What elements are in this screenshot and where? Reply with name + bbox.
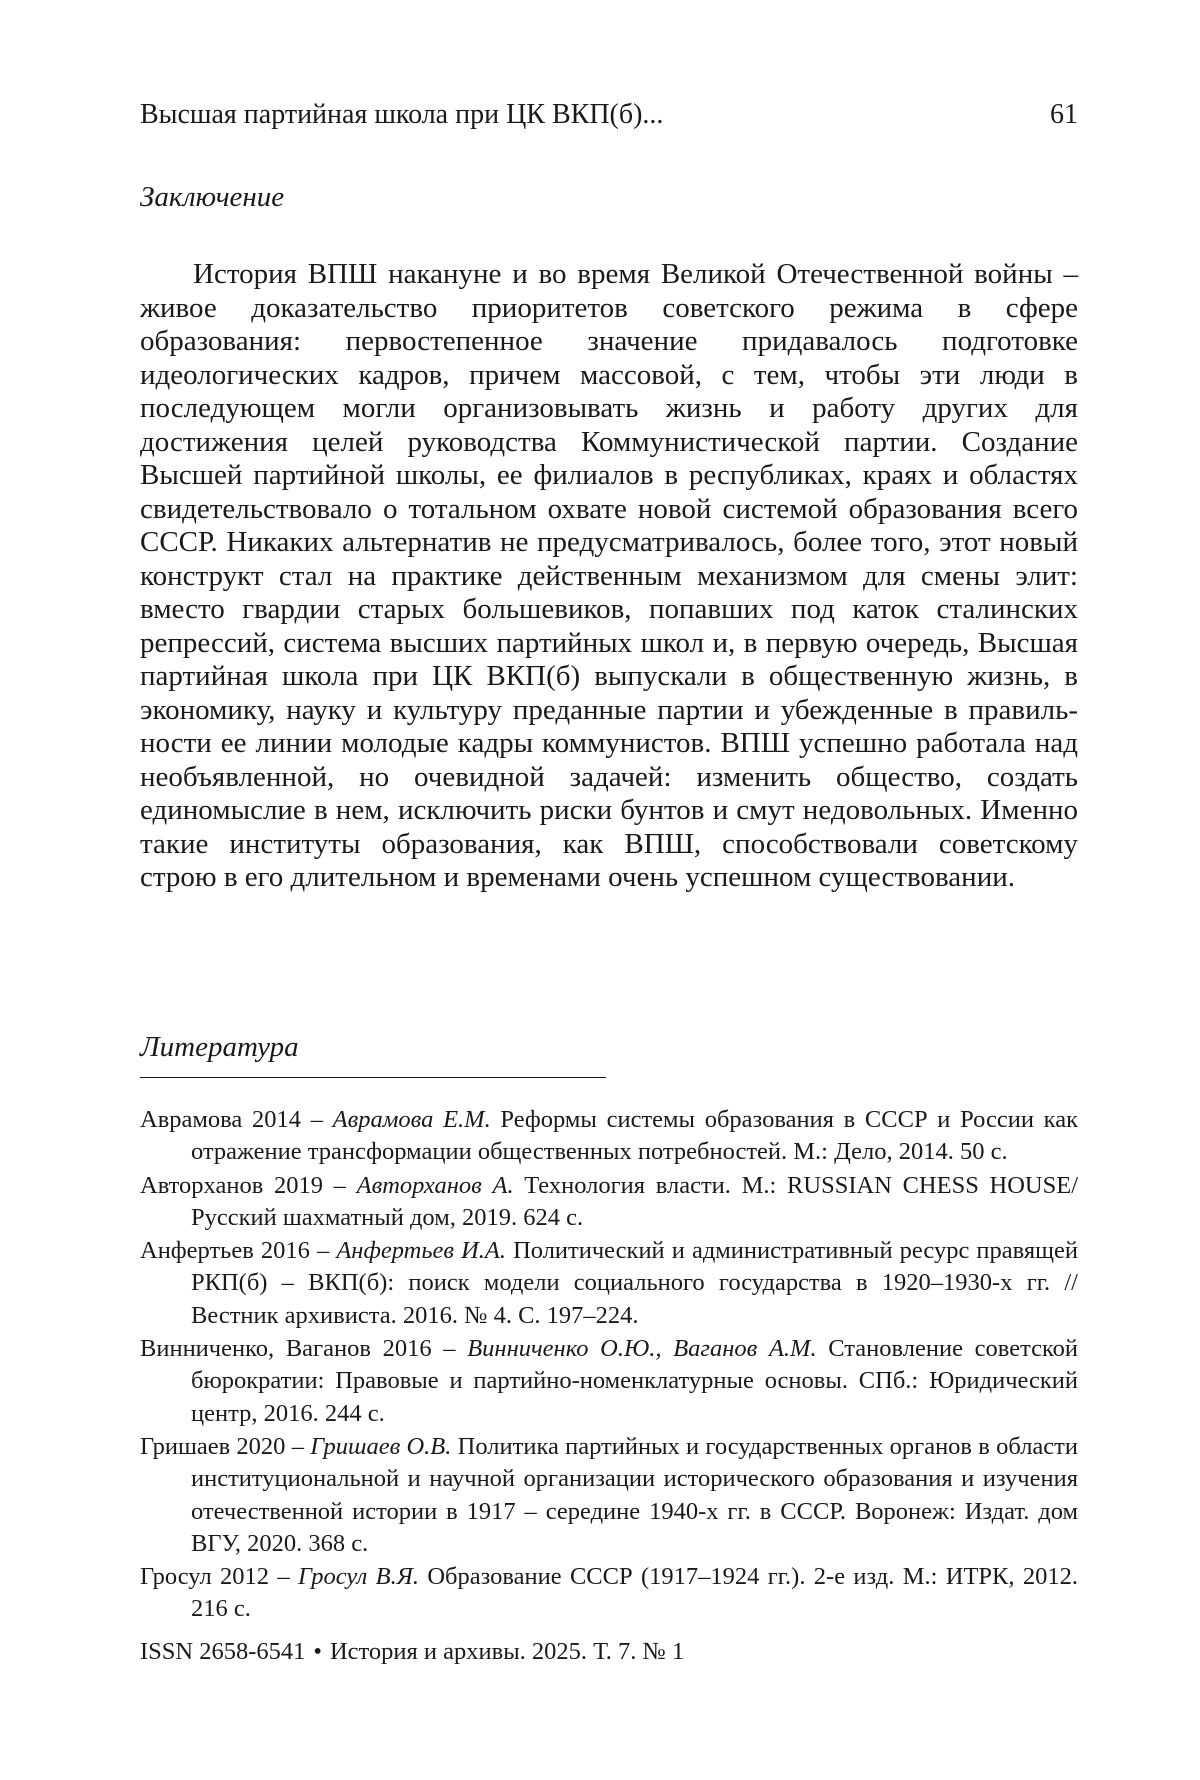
reference-list xyxy=(140,1104,1078,1627)
conclusion-paragraph: История ВПШ накануне и во время Великой Отечественной войны – живое доказательство приоритетов советского режима в сфере образования: первостепенное значение придавалось под­готовке идеологических кадров, причем массовой, с тем, чтобы эти люди в последующем могли организовывать жизнь и работу дру­гих для достижения целей руководства Коммунистической партии. Создание Высшей партийной школы, ее филиалов в республиках, краях и областях свидетельствовало о тотальном охвате новой сис­темой образования всего СССР. Никаких альтернатив не предус­матривалось, более того, этот новый конструкт стал на практике действенным механизмом для смены элит: вместо гвардии старых большевиков, попавших под каток сталинских репрессий, система высших партийных школ и, в первую очередь, Высшая партийная школа при ЦК ВКП(б) выпускали в общественную жизнь, в эконо­мику, науку и культуру преданные партии и убежденные в правиль­ности ее линии молодые кадры коммунистов. ВПШ успешно рабо­тала над необъявленной, но очевидной задачей: изменить общество, создать единомыслие в нем, исключить риски бунтов и смут недо­вольных. Именно такие институты образования, как ВПШ, спо­собствовали советскому строю в его длительном и временами очень успешном существовании. xyxy=(140,258,1078,895)
reference-item xyxy=(140,1235,1078,1332)
section-title: Заключение xyxy=(140,180,284,214)
reference-text: Реформы системы образования в СССР и России как отражение трансформации общественных потребностей. М.: Дело, 2014. 50 с. xyxy=(191,1106,1078,1165)
reference-item xyxy=(140,1104,1078,1169)
reference-item xyxy=(140,1333,1078,1430)
reference-text: Технология власти. М.: RUSSIAN CHESS HOUSE/Русский шахматный дом, 2019. 624 с. xyxy=(191,1172,1078,1231)
running-head-title: Высшая партийная школа при ЦК ВКП(б)... xyxy=(140,98,663,132)
reference-item xyxy=(140,1170,1078,1235)
footer-journal: История и архивы. 2025. Т. 7. № 1 xyxy=(330,1638,684,1665)
literature-divider xyxy=(140,1077,606,1078)
reference-text: Образование СССР (1917–1924 гг.). 2-е изд. М.: ИТРК, 2012. 216 с. xyxy=(191,1563,1078,1622)
reference-key: Гришаев 2020 – xyxy=(140,1433,310,1460)
journal-footer xyxy=(140,1637,684,1667)
running-head xyxy=(140,98,1078,132)
reference-item xyxy=(140,1561,1078,1626)
reference-key: Аврамова 2014 – xyxy=(140,1106,333,1133)
reference-text: Политический и административный ресурс правящей РКП(б) – ВКП(б): поиск модели социального государства в 1920–1930-х гг. // Вестник архивиста. 2016. № 4. С. 197–224. xyxy=(191,1237,1078,1329)
footer-issn: ISSN 2658-6541 xyxy=(140,1638,305,1665)
reference-author: Гросул В.Я. xyxy=(298,1563,419,1590)
reference-author: Винниченко О.Ю., Ваганов А.М. xyxy=(467,1335,816,1362)
document-page xyxy=(140,0,1078,1780)
reference-key: Гросул 2012 – xyxy=(140,1563,298,1590)
reference-key: Авторханов 2019 – xyxy=(140,1172,357,1199)
reference-item xyxy=(140,1431,1078,1560)
reference-author: Аврамова Е.М. xyxy=(333,1106,491,1133)
literature-title: Литература xyxy=(140,1030,299,1064)
reference-text: Становление советской бюрократии: Правовые и партийно-номенклатурные основы. СПб.: Юридический центр, 2016. 244 с. xyxy=(191,1335,1078,1427)
reference-author: Анфертьев И.А. xyxy=(336,1237,506,1264)
reference-text: Политика партийных и государственных органов в области институциональной и научной организации исторического обра­зования и изучения отечественной истории в 1917 – середине 1940-х гг. в СССР. Воронеж: Издат. дом ВГУ, 2020. 368 с. xyxy=(191,1433,1078,1557)
page-number: 61 xyxy=(1050,98,1078,132)
footer-separator: • xyxy=(313,1637,322,1667)
reference-key: Анфертьев 2016 – xyxy=(140,1237,336,1264)
reference-author: Авторханов А. xyxy=(357,1172,514,1199)
reference-key: Винниченко, Ваганов 2016 – xyxy=(140,1335,467,1362)
reference-author: Гришаев О.В. xyxy=(310,1433,451,1460)
